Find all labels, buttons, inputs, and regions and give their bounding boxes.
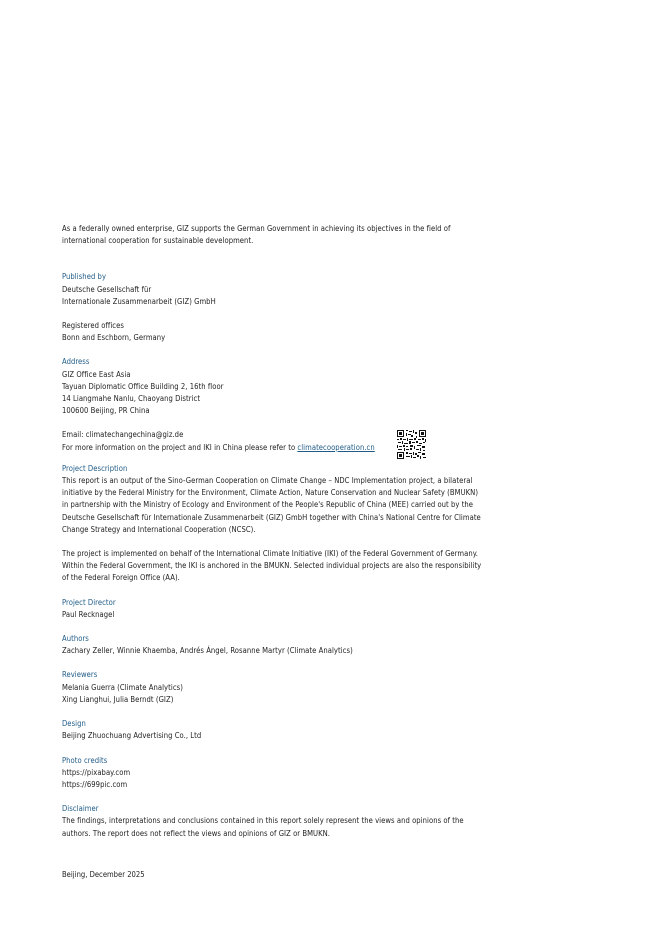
description-line: Within the Federal Government, the IKI is anchored in the BMUKN. Selected individual projects are also the responsibility bbox=[62, 561, 482, 571]
qr-code-icon[interactable] bbox=[396, 430, 427, 459]
address-heading: Address bbox=[62, 357, 90, 367]
description-line: initiative by the Federal Ministry for the Environment, Climate Action, Nature Conservation and Nuclear Safety (BMUKN) bbox=[62, 488, 479, 498]
publisher-line: Deutsche Gesellschaft für bbox=[62, 284, 152, 294]
authors-heading: Authors bbox=[62, 634, 89, 644]
design-section bbox=[62, 718, 512, 742]
disclaimer-line: The findings, interpretations and conclusions contained in this report solely represent the views and opinions of the bbox=[62, 816, 464, 826]
project-director-name: Paul Recknagel bbox=[62, 609, 115, 619]
address-line: 100600 Beijing, PR China bbox=[62, 406, 150, 416]
contact-section bbox=[62, 429, 512, 453]
description-line: The project is implemented on behalf of the International Climate Initiative (IKI) of the Federal Government of Germany. bbox=[62, 549, 478, 559]
photo-credits-section bbox=[62, 755, 512, 792]
description-line: of the Federal Foreign Office (AA). bbox=[62, 573, 180, 583]
description-line: This report is an output of the Sino-German Cooperation on Climate Change – NDC Implementation project, a bilateral bbox=[62, 476, 473, 486]
published-by-section bbox=[62, 271, 512, 308]
published-by-heading: Published by bbox=[62, 272, 107, 282]
reviewer-line: Melania Guerra (Climate Analytics) bbox=[62, 682, 183, 692]
more-info-line bbox=[62, 442, 512, 454]
publisher-line: Internationale Zusammenarbeit (GIZ) GmbH bbox=[62, 296, 216, 306]
reviewers-section bbox=[62, 669, 512, 706]
project-director-heading: Project Director bbox=[62, 597, 116, 607]
more-info-text: For more information on the project and IKI in China please refer to bbox=[62, 442, 298, 452]
intro-line: international cooperation for sustainable development. bbox=[62, 236, 254, 246]
project-description-paragraph-2 bbox=[62, 548, 512, 585]
intro-line: As a federally owned enterprise, GIZ supports the German Government in achieving its objectives in the field of bbox=[62, 224, 451, 233]
photo-credits-heading: Photo credits bbox=[62, 755, 108, 765]
email-text: Email: climatechangechina@giz.de bbox=[62, 430, 184, 440]
climatecooperation-link[interactable]: climatecooperation.cn bbox=[297, 442, 375, 452]
description-line: in partnership with the Ministry of Ecology and Environment of the People's Republic of China (MEE) carried out by the bbox=[62, 500, 474, 510]
project-description-heading: Project Description bbox=[62, 463, 128, 473]
address-line: 14 Liangmahe Nanlu, Chaoyang District bbox=[62, 394, 201, 404]
project-description-section bbox=[62, 463, 512, 536]
design-line: Beijing Zhuochuang Advertising Co., Ltd bbox=[62, 731, 202, 741]
disclaimer-line: authors. The report does not reflect the views and opinions of GIZ or BMUKN. bbox=[62, 828, 331, 838]
photo-credit-line: https://699pic.com bbox=[62, 779, 128, 789]
disclaimer-heading: Disclaimer bbox=[62, 804, 99, 814]
registered-offices-line: Registered offices bbox=[62, 321, 124, 331]
design-heading: Design bbox=[62, 719, 86, 729]
reviewers-heading: Reviewers bbox=[62, 670, 98, 680]
authors-line: Zachary Zeller, Winnie Khaemba, Andrés Ángel, Rosanne Martyr (Climate Analytics) bbox=[62, 646, 353, 656]
disclaimer-section bbox=[62, 803, 512, 840]
photo-credit-line: https://pixabay.com bbox=[62, 767, 131, 777]
imprint-content bbox=[62, 223, 512, 840]
address-line: Tayuan Diplomatic Office Building 2, 16th floor bbox=[62, 381, 224, 391]
address-section bbox=[62, 356, 512, 417]
authors-section bbox=[62, 633, 512, 657]
intro-text bbox=[62, 223, 512, 247]
reviewer-line: Xing Lianghui, Julia Berndt (GIZ) bbox=[62, 694, 174, 704]
address-line: GIZ Office East Asia bbox=[62, 369, 131, 379]
registered-offices-line: Bonn and Eschborn, Germany bbox=[62, 333, 166, 343]
place-date: Beijing, December 2025 bbox=[62, 870, 145, 879]
description-line: Deutsche Gesellschaft für Internationale Zusammenarbeit (GIZ) GmbH together with China's National Centre for Climate bbox=[62, 512, 481, 522]
description-line: Change Strategy and International Cooperation (NCSC). bbox=[62, 524, 256, 534]
registered-offices-section bbox=[62, 320, 512, 344]
project-director-section bbox=[62, 597, 512, 621]
